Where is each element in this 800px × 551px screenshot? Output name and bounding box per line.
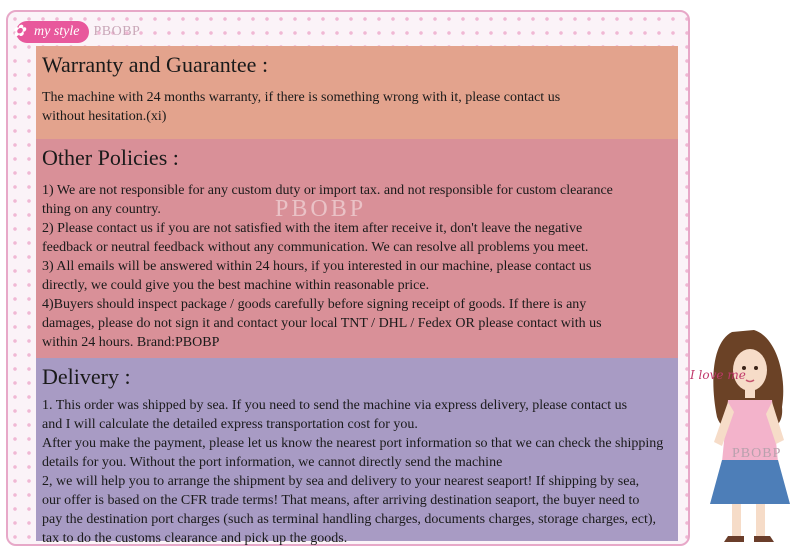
text-line: damages, please do not sign it and contact your local TNT / DHL / Fedex OR please contact with us	[42, 316, 602, 331]
section-title: Delivery :	[42, 364, 131, 389]
decorative-frame	[6, 10, 690, 546]
love-label: I love me	[690, 368, 746, 382]
center-watermark: PBOBP	[275, 196, 367, 222]
text-line: 1) We are not responsible for any custom duty or import tax. and not responsible for custom clearance	[42, 183, 613, 198]
badge-watermark: PBOBP	[93, 24, 141, 39]
section-text	[42, 88, 672, 126]
text-line: feedback or neutral feedback without any communication. We can resolve all problems you meet.	[42, 240, 589, 255]
section-title: Warranty and Guarantee :	[42, 52, 269, 77]
delivery-section	[36, 358, 678, 546]
text-line: details for you. Without the port information, we cannot directly send the machine	[42, 455, 503, 470]
badge-tag	[12, 21, 89, 43]
text-line: 3) All emails will be answered within 24 hours, if you interested in our machine, please contact us	[42, 259, 592, 274]
text-line: without hesitation.(xi)	[42, 109, 167, 124]
style-badge	[12, 20, 141, 44]
section-text	[42, 396, 672, 548]
badge-label: my style	[34, 24, 80, 39]
section-title: Other Policies :	[42, 145, 179, 170]
text-line: our offer is based on the CFR trade terms! That means, after arriving destination seaport, the buyer need to	[42, 493, 640, 508]
text-line: 2) Please contact us if you are not satisfied with the item after receive it, don't leave the negative	[42, 221, 583, 236]
warranty-section	[36, 46, 678, 139]
other-policies-section	[36, 139, 678, 358]
text-line: tax to do the customs clearance and pick up the goods.	[42, 531, 348, 546]
text-line: within 24 hours. Brand:PBOBP	[42, 335, 220, 350]
text-line: 4)Buyers should inspect package / goods carefully before signing receipt of goods. If there is any	[42, 297, 587, 312]
text-line: directly, we could give you the best machine within reasonable price.	[42, 278, 430, 293]
text-line: thing on any country.	[42, 202, 161, 217]
text-line: and I will calculate the detailed express transportation cost for you.	[42, 417, 418, 432]
text-line: pay the destination port charges (such as terminal handling charges, documents charges, storage charges, ect),	[42, 512, 656, 527]
text-line: 1. This order was shipped by sea. If you need to send the machine via express delivery, please contact us	[42, 398, 628, 413]
text-line: 2, we will help you to arrange the shipment by sea and delivery to your nearest seaport! If shipping by sea,	[42, 474, 640, 489]
text-line: The machine with 24 months warranty, if there is something wrong with it, please contact us	[42, 90, 561, 105]
side-watermark: PBOBP	[732, 446, 782, 461]
text-line: After you make the payment, please let us know the nearest port information so that we can check the shipping	[42, 436, 664, 451]
policy-content	[36, 46, 678, 546]
girl-illustration	[692, 322, 800, 547]
bow-icon: ✿	[12, 23, 26, 40]
